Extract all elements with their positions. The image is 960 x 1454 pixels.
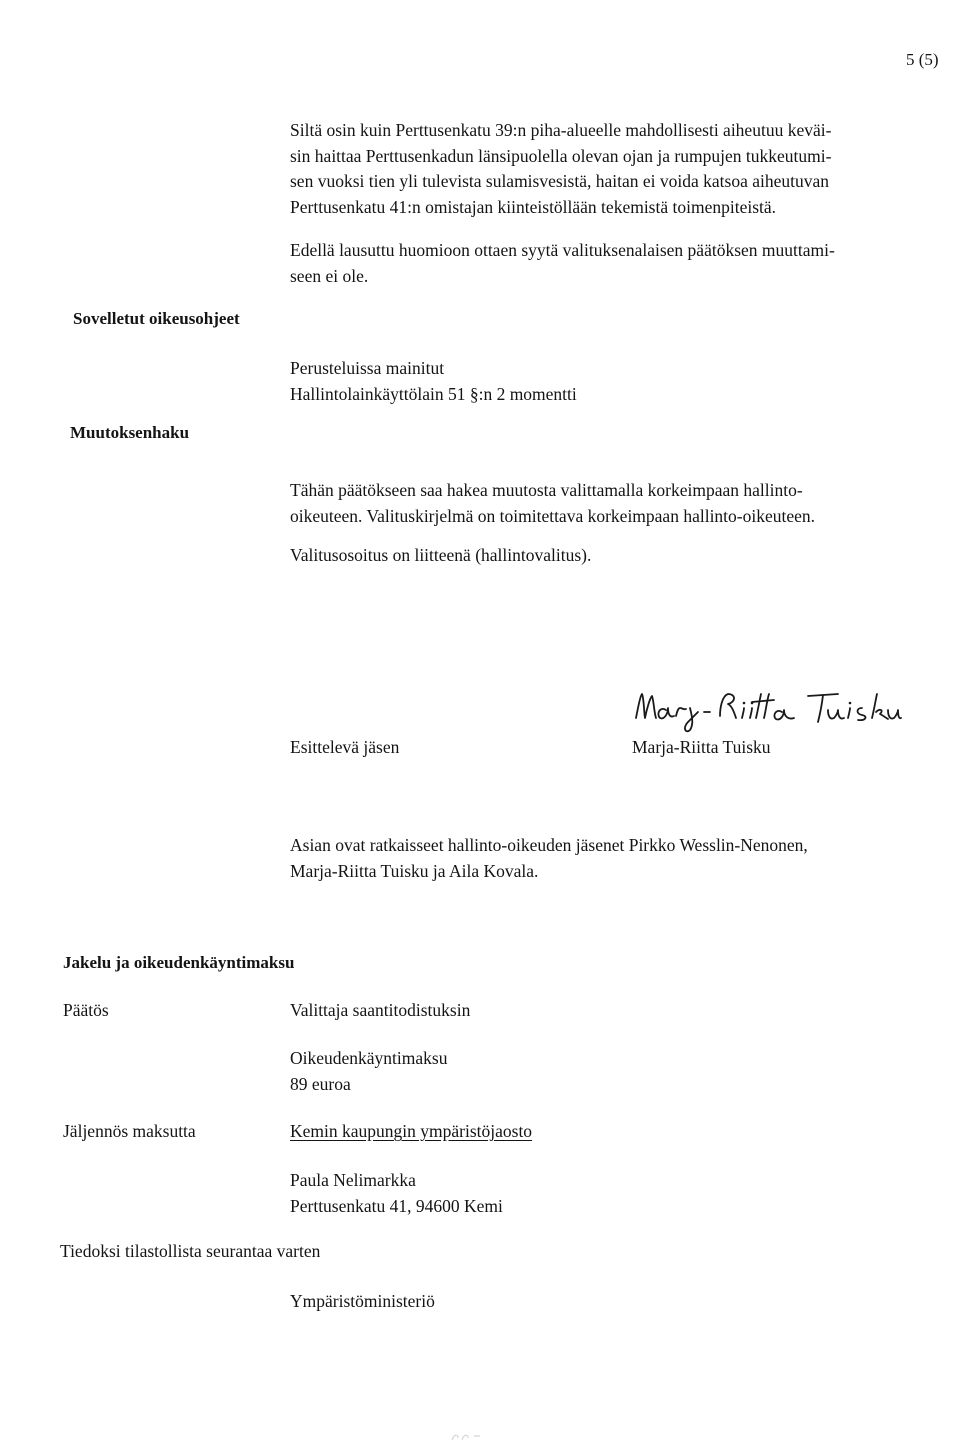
court-fee-label: Oikeudenkäyntimaksu (290, 1048, 448, 1068)
appeal-paragraph (290, 478, 950, 529)
statistics-recipient: Ympäristöministeriö (290, 1291, 435, 1311)
court-fee-amount: 89 euroa (290, 1073, 351, 1094)
applied-law-line: Perusteluissa mainitut (290, 358, 445, 378)
copy-label: Jäljennös maksutta (63, 1121, 196, 1141)
scan-mark (448, 1428, 488, 1442)
body-line: sin haittaa Perttusenkadun länsipuolella olevan ojan ja rumpujen tukkeutumi- (290, 145, 832, 166)
distribution-heading: Jakelu ja oikeudenkäyntimaksu (63, 953, 295, 972)
applied-law-line: Hallintolainkäyttölain 51 §:n 2 momentti (290, 383, 577, 404)
handwritten-signature (632, 688, 902, 741)
page-number: 5 (5) (906, 50, 939, 69)
statistics-label: Tiedoksi tilastollista seurantaa varten (60, 1241, 321, 1261)
copy-recipient-person (290, 1168, 950, 1219)
body-paragraph-2 (290, 238, 950, 289)
decided-by-line: Marja-Riitta Tuisku ja Aila Kovala. (290, 860, 539, 881)
body-line: seen ei ole. (290, 265, 369, 286)
appeal-heading: Muutoksenhaku (70, 423, 190, 442)
copy-recipient-municipality: Kemin kaupungin ympäristöjaosto (290, 1121, 533, 1141)
body-line: Siltä osin kuin Perttusenkatu 39:n piha-alueelle mahdollisesti aiheutuu keväi- (290, 120, 832, 140)
decision-recipient: Valittaja saantitodistuksin (290, 1000, 471, 1020)
presenting-member-label: Esittelevä jäsen (290, 737, 400, 757)
applied-law-block (290, 356, 950, 407)
copy-recipient-name: Paula Nelimarkka (290, 1170, 416, 1190)
body-line: Edellä lausuttu huomioon ottaen syytä valituksenalaisen päätöksen muuttami- (290, 240, 835, 260)
body-line: sen vuoksi tien yli tulevista sulamisvesistä, haitan ei voida katsoa aiheutuvan (290, 171, 829, 191)
body-line: Perttusenkatu 41:n omistajan kiinteistöllään tekemistä toimenpiteistä. (290, 196, 777, 217)
copy-recipient-address: Perttusenkatu 41, 94600 Kemi (290, 1195, 503, 1216)
appeal-note: Valitusosoitus on liitteenä (hallintovalitus). (290, 545, 592, 565)
court-fee-block (290, 1046, 950, 1097)
body-paragraph-1 (290, 118, 950, 220)
signatory-name: Marja-Riitta Tuisku (632, 737, 771, 757)
appeal-line: Tähän päätökseen saa hakea muutosta valittamalla korkeimpaan hallinto- (290, 480, 803, 500)
decided-by-paragraph (290, 833, 950, 884)
decision-label: Päätös (63, 1000, 109, 1020)
decided-by-line: Asian ovat ratkaisseet hallinto-oikeuden jäsenet Pirkko Wesslin-Nenonen, (290, 835, 808, 855)
applied-law-heading: Sovelletut oikeusohjeet (73, 309, 240, 328)
appeal-line: oikeuteen. Valituskirjelmä on toimitettava korkeimpaan hallinto-oikeuteen. (290, 505, 816, 526)
